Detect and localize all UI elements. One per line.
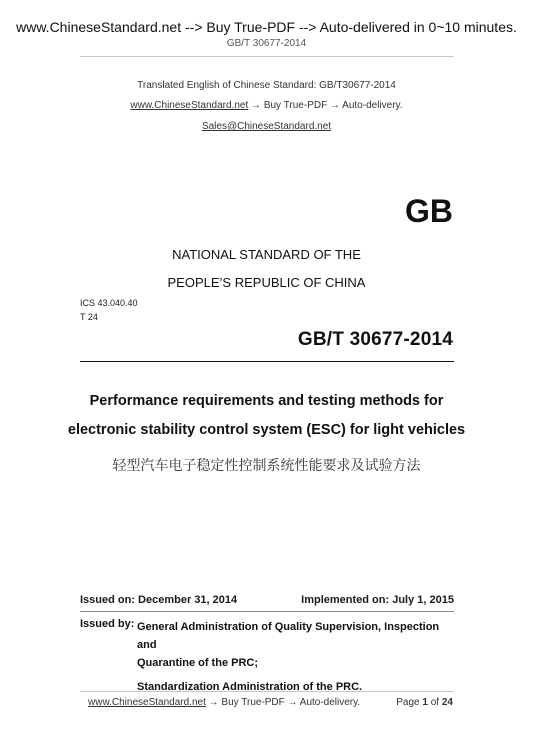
issuer-2: Standardization Administration of the PRC. bbox=[137, 681, 363, 693]
translation-note: Translated English of Chinese Standard: GB/T30677-2014 bbox=[137, 80, 396, 91]
page-label: Page bbox=[396, 697, 420, 708]
ics-code: ICS 43.040.40 bbox=[80, 298, 138, 308]
issuer-1-line1: General Administration of Quality Supervision, Inspection and bbox=[137, 621, 440, 651]
title-zh: 轻型汽车电子稳定性控制系统性能要求及试验方法 bbox=[112, 458, 421, 474]
issued-by-label: Issued by: bbox=[80, 618, 135, 630]
footer-site-link[interactable]: www.ChineseStandard.net bbox=[88, 697, 206, 708]
footer-divider bbox=[80, 691, 454, 692]
delivery-note: → Buy True-PDF → Auto-delivery. bbox=[248, 100, 403, 111]
title-en-line1: Performance requirements and testing methods for bbox=[89, 393, 444, 409]
national-standard-line1: NATIONAL STANDARD OF THE bbox=[172, 247, 361, 262]
footer-delivery-note: → Buy True-PDF → Auto-delivery. bbox=[205, 697, 361, 708]
page-current: 1 bbox=[422, 697, 428, 708]
implemented-date: Implemented on: July 1, 2015 bbox=[301, 594, 454, 606]
email-row bbox=[0, 121, 533, 132]
t-code: T 24 bbox=[80, 312, 98, 322]
title-en-line2: electronic stability control system (ESC) for light vehicles bbox=[67, 422, 466, 438]
header-doc-id: GB/T 30677-2014 bbox=[226, 38, 307, 49]
page-indicator bbox=[396, 697, 453, 708]
promo-banner: www.ChineseStandard.net --> Buy True-PDF --> Auto-delivered in 0~10 minutes. bbox=[16, 19, 517, 35]
issuer-1-line2: Quarantine of the PRC; bbox=[137, 657, 259, 669]
email-link[interactable]: Sales@ChineseStandard.net bbox=[201, 121, 332, 132]
page-total: 24 bbox=[441, 697, 453, 708]
gb-logo: GB bbox=[405, 193, 453, 229]
site-link[interactable]: www.ChineseStandard.net bbox=[130, 100, 249, 111]
translation-links bbox=[0, 100, 533, 111]
issued-date: Issued on: December 31, 2014 bbox=[80, 594, 238, 606]
national-standard-line2: PEOPLE’S REPUBLIC OF CHINA bbox=[167, 275, 366, 290]
header-divider bbox=[80, 56, 454, 57]
dates-row bbox=[80, 594, 454, 606]
footer-links bbox=[88, 697, 360, 708]
title-rule bbox=[80, 361, 454, 362]
page-of: of bbox=[430, 697, 440, 708]
dates-divider bbox=[80, 611, 454, 612]
standard-number: GB/T 30677-2014 bbox=[297, 329, 453, 350]
